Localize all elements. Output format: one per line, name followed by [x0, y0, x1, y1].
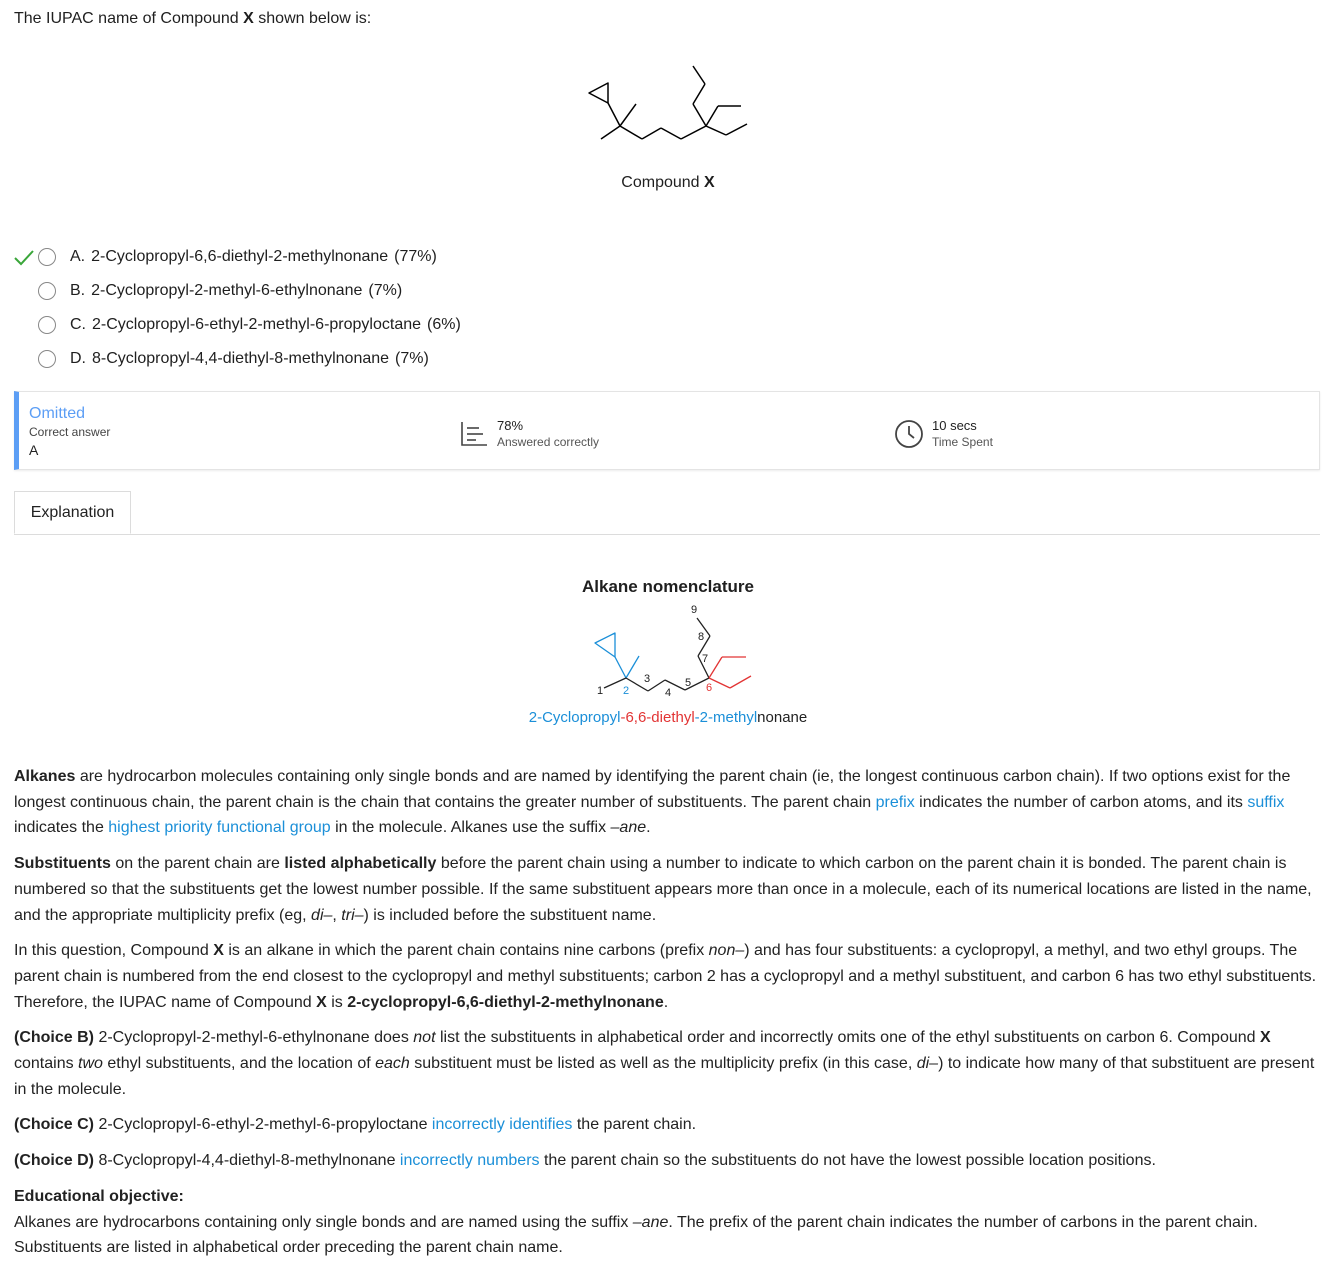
- question-text: The IUPAC name of Compound X shown below is:: [14, 10, 372, 27]
- percent-correct-block: [459, 418, 599, 450]
- time-spent-block: [894, 418, 993, 450]
- carbon-number-8: 8: [698, 631, 705, 643]
- tab-explanation[interactable]: Explanation: [14, 491, 131, 534]
- explanation-choice-b: (Choice B) 2-Cyclopropyl-2-methyl-6-ethylnonane does not list the substituents in alphabetical order and incorrectly omits one of the ethyl substituents on carbon 6. Compound X contains two ethyl substituents, and the location of each substituent must be listed as well as the multiplicity prefix (in this case, di–) to indicate how many of that substituent are present in the molecule.: [14, 1029, 1315, 1098]
- carbon-number-3: 3: [644, 673, 651, 685]
- correct-check-icon: [12, 245, 36, 269]
- link-suffix[interactable]: suffix: [1247, 793, 1285, 811]
- correct-answer-label: Correct answer: [29, 425, 111, 439]
- figure2-title: Alkane nomenclature: [582, 577, 754, 596]
- compound-x-caption: Compound X: [621, 174, 715, 191]
- status-omitted: Omitted: [29, 405, 86, 422]
- tab-bar: [14, 491, 1320, 535]
- link-incorrectly-numbers[interactable]: incorrectly numbers: [399, 1152, 540, 1170]
- educational-objective-title: Educational objective:: [14, 1187, 184, 1205]
- correct-answer-value: A: [29, 442, 39, 458]
- choice-d[interactable]: D. 8-Cyclopropyl-4,4-diethyl-8-methylnonane (7%): [12, 342, 461, 376]
- stats-panel: [14, 391, 1320, 470]
- explanation-choice-c: (Choice C) 2-Cyclopropyl-6-ethyl-2-methyl-6-propyloctane incorrectly identifies the parent chain.: [14, 1116, 697, 1134]
- choice-c[interactable]: C. 2-Cyclopropyl-6-ethyl-2-methyl-6-propyloctane (6%): [12, 308, 461, 342]
- explanation-choice-d: (Choice D) 8-Cyclopropyl-4,4-diethyl-8-methylnonane incorrectly numbers the parent chain so the substituents do not have the lowest possible location positions.: [14, 1152, 1156, 1170]
- carbon-number-1: 1: [597, 685, 604, 697]
- answer-choices: [12, 240, 461, 376]
- carbon-number-7: 7: [702, 653, 709, 665]
- carbon-number-4: 4: [665, 687, 672, 699]
- carbon-number-5: 5: [685, 677, 692, 689]
- radio-choice-d[interactable]: [38, 350, 56, 368]
- radio-choice-c[interactable]: [38, 316, 56, 334]
- figure2-iupac-name: 2-Cyclopropyl-6,6-diethyl-2-methylnonane: [528, 709, 808, 726]
- choice-b[interactable]: B. 2-Cyclopropyl-2-methyl-6-ethylnonane (7%): [12, 274, 461, 308]
- time-value: 10 secs: [932, 418, 977, 433]
- time-label: Time Spent: [932, 435, 993, 449]
- educational-objective-text: Alkanes are hydrocarbons containing only single bonds and are named using the suffix –ane. The prefix of the parent chain indicates the number of carbons in the parent chain. Substituents are listed in alphabetical order preceding the parent chain name.: [14, 1213, 1258, 1257]
- radio-choice-a[interactable]: [38, 248, 56, 266]
- carbon-number-9: 9: [691, 604, 698, 616]
- explanation-paragraph-3: In this question, Compound X is an alkane in which the parent chain contains nine carbons (prefix non–) and has four substituents: a cyclopropyl, a methyl, and two ethyl groups. The parent chain is numbered from the end closest to the cyclopropyl and methyl substituents; carbon 2 has a cyclopropyl and a methyl substituent, and carbon 6 has two ethyl substituents. Therefore, the IUPAC name of Compound X is 2-cyclopropyl-6,6-diethyl-2-methylnonane.: [14, 942, 1317, 1011]
- clock-icon: [894, 419, 924, 449]
- cyclopropyl-ring: [589, 83, 608, 103]
- bar-chart-icon: [459, 420, 489, 448]
- compound-x-structure: [586, 60, 756, 150]
- carbon-number-2: 2: [623, 685, 630, 697]
- percent-label: Answered correctly: [497, 435, 600, 449]
- choice-a[interactable]: A. 2-Cyclopropyl-6,6-diethyl-2-methylnonane (77%): [12, 240, 461, 274]
- radio-choice-b[interactable]: [38, 282, 56, 300]
- explanation-body: [14, 764, 1322, 1271]
- link-highest-priority-functional-group[interactable]: highest priority functional group: [108, 819, 331, 837]
- percent-value: 78%: [497, 418, 524, 433]
- link-prefix[interactable]: prefix: [875, 793, 915, 811]
- explanation-paragraph-1: Alkanes are hydrocarbon molecules containing only single bonds and are named by identifying the parent chain (ie, the longest continuous carbon chain). If two options exist for the longest continuous chain, the parent chain is the chain that contains the greater number of substituents. The parent chain prefix indicates the number of carbon atoms, and its suffix indicates the highest priority functional group in the molecule. Alkanes use the suffix –ane.: [14, 768, 1291, 837]
- explanation-paragraph-2: Substituents on the parent chain are listed alphabetically before the parent chain using a number to indicate to which carbon on the parent chain it is bonded. The parent chain is numbered so that the substituents get the lowest number possible. If the same substituent appears more than once in a molecule, each of its numerical locations are listed in the name, and the appropriate multiplicity prefix (eg, di–, tri–) is included before the substituent name.: [14, 855, 1312, 924]
- alkane-nomenclature-diagram: [586, 600, 756, 700]
- carbon-number-6: 6: [706, 682, 713, 694]
- link-incorrectly-identifies[interactable]: incorrectly identifies: [431, 1116, 573, 1134]
